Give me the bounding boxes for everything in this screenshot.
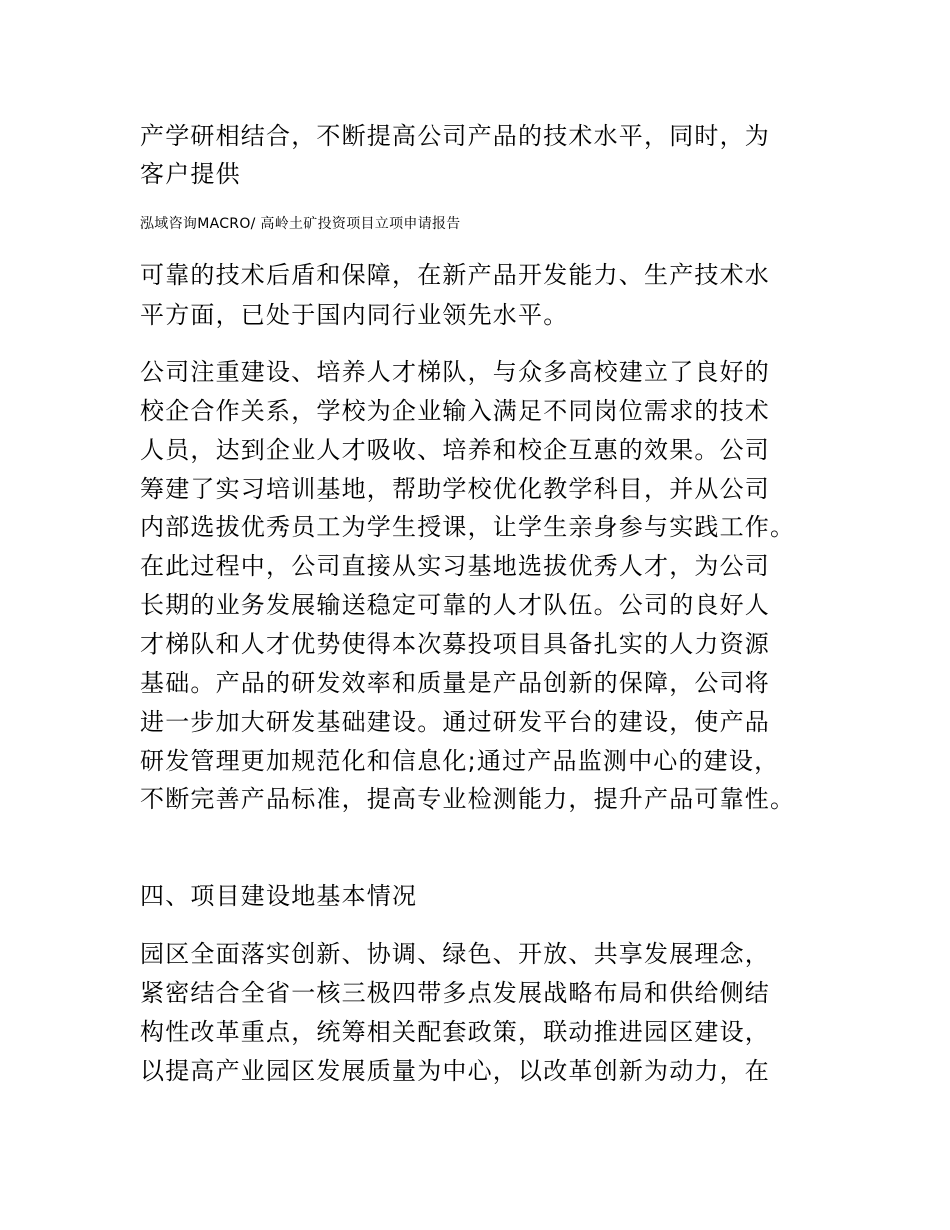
- paragraph-line: 产学研相结合，不断提高公司产品的技术水平，同时，为: [140, 122, 770, 150]
- paragraph-line: 在此过程中，公司直接从实习基地选拔优秀人才，为公司: [140, 552, 770, 580]
- paragraph-line: 研发管理更加规范化和信息化;通过产品监测中心的建设，: [140, 747, 780, 775]
- paragraph-line: 筹建了实习培训基地，帮助学校优化教学科目，并从公司: [140, 475, 770, 503]
- paragraph-line: 才梯队和人才优势使得本次募投项目具备扎实的人力资源: [140, 630, 770, 658]
- paragraph-line: 基础。产品的研发效率和质量是产品创新的保障，公司将: [140, 669, 770, 697]
- paragraph-line: 校企合作关系，学校为企业输入满足不同岗位需求的技术: [140, 397, 770, 425]
- paragraph-line: 构性改革重点，统筹相关配套政策，联动推进园区建设，: [140, 1018, 770, 1046]
- paragraph-line: 公司注重建设、培养人才梯队，与众多高校建立了良好的: [140, 358, 770, 386]
- paragraph-line: 平方面，已处于国内同行业领先水平。: [140, 301, 569, 329]
- running-header: 泓域咨询MACRO/ 高岭土矿投资项目立项申请报告: [140, 216, 461, 232]
- paragraph-line: 不断完善产品标准，提高专业检测能力，提升产品可靠性。: [140, 785, 796, 813]
- paragraph-line: 人员，达到企业人才吸收、培养和校企互惠的效果。公司: [140, 436, 770, 464]
- paragraph-line: 客户提供: [140, 160, 241, 188]
- paragraph-line: 以提高产业园区发展质量为中心，以改革创新为动力，在: [140, 1057, 770, 1085]
- paragraph-line: 进一步加大研发基础建设。通过研发平台的建设，使产品: [140, 708, 770, 736]
- section-heading: 四、项目建设地基本情况: [140, 882, 418, 910]
- paragraph-line: 内部选拔优秀员工为学生授课，让学生亲身参与实践工作。: [140, 513, 796, 541]
- paragraph-line: 紧密结合全省一核三极四带多点发展战略布局和供给侧结: [140, 979, 770, 1007]
- paragraph-line: 长期的业务发展输送稳定可靠的人才队伍。公司的良好人: [140, 591, 770, 619]
- paragraph-line: 园区全面落实创新、协调、绿色、开放、共享发展理念，: [140, 940, 770, 968]
- paragraph-line: 可靠的技术后盾和保障，在新产品开发能力、生产技术水: [140, 261, 770, 289]
